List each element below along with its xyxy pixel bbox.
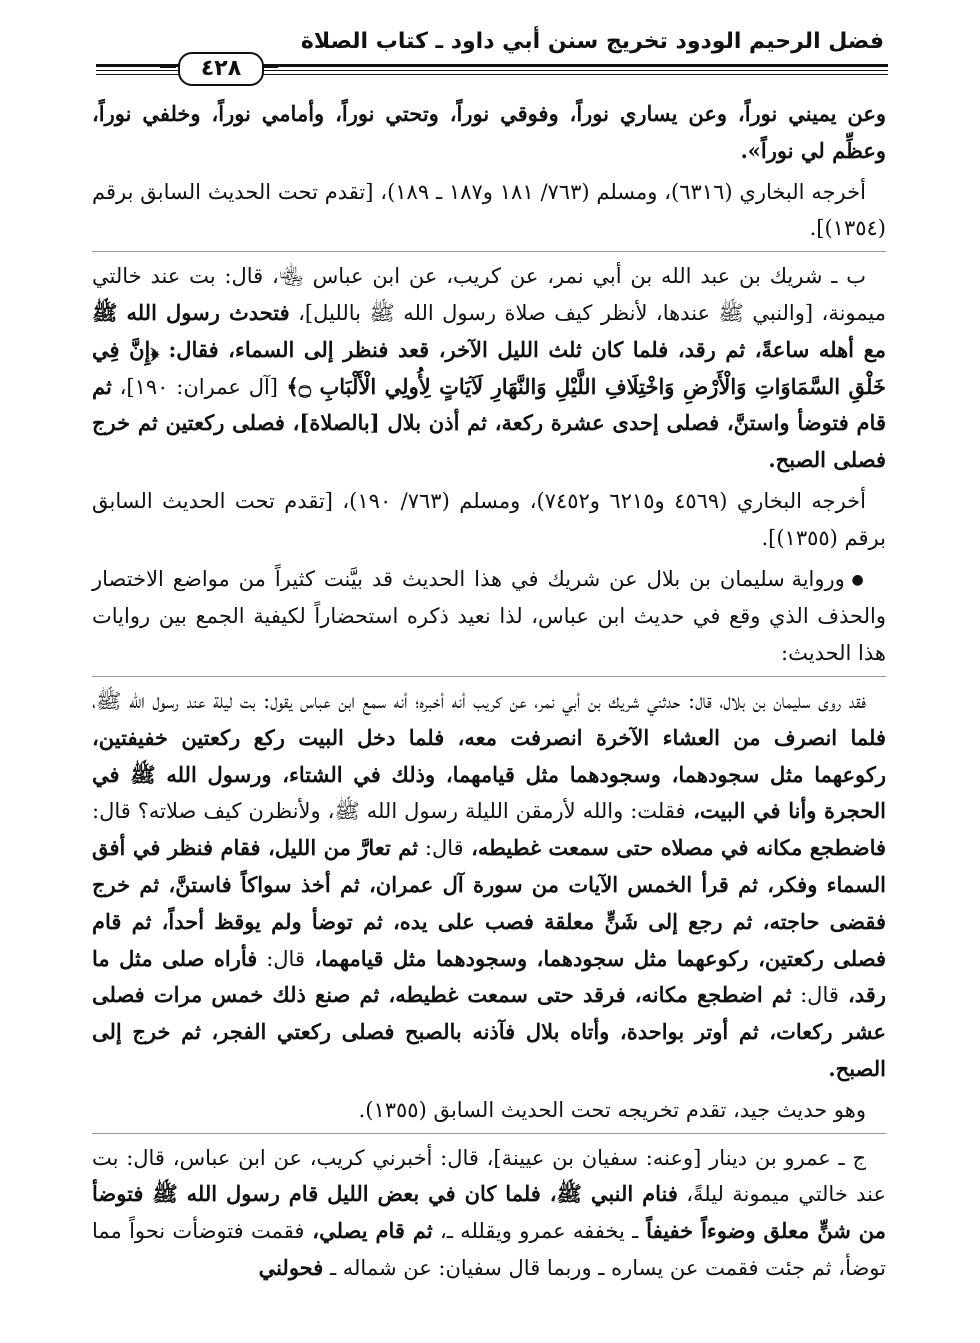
text-run: أخرجه البخاري (٤٥٦٩ و٦٢١٥ و٧٤٥٢)، ومسلم (٧٦٣/ ١٩٠)، [تقدم تحت الحديث السابق برقم (١٣٥٥)]. xyxy=(92,488,886,550)
bold-text-run: فنام النبي ﷺ، فلما كان في بعض الليل قام رسول الله ﷺ فتوضأ من شنٍّ معلق وضوءاً خفيفاً xyxy=(92,1181,887,1244)
text-run: ورواية سليمان بن بلال عن شريك في هذا الحديث قد بيَّنت كثيراً من مواضع الاختصار والحذف الذي وقع في حديث ابن عباس، لذا نعيد ذكره استحضاراً لكيفية الجمع بين روايات هذا الحديث: xyxy=(92,566,886,666)
bold-text-run: فلما انصرف من العشاء الآخرة انصرفت معه، فلما دخل البيت ركع ركعتين خفيفتين، ركوعهما مثل سجودهما، وسجودهما مثل قيامهما، وذلك في الشتاء، ورسول الله ﷺ في الحجرة وأنا في البيت، xyxy=(92,724,886,824)
paragraph-p8 xyxy=(92,1140,886,1287)
paragraph-separator xyxy=(92,1133,886,1134)
running-title: فضل الرحيم الودود تخريج سنن أبي داود ـ كتاب الصلاة xyxy=(300,29,884,54)
bold-text-run: فحولني xyxy=(258,1255,324,1280)
paragraph-p4 xyxy=(92,483,886,557)
paragraph-p5 xyxy=(92,561,886,672)
page-number-ornament-right xyxy=(262,66,278,68)
bold-text-run: فاضطجع مكانه في مصلاه حتى سمعت غطيطه، xyxy=(463,835,887,861)
bold-text-run: ثم اضطجع مكانه، فرقد حتى سمعت غطيطه، ثم صنع ذلك خمس مرات فصلى عشر ركعات، ثم أوتر بواحدة، وأتاه بلال فآذنه بالصبح فصلى ركعتي الفجر، ثم خرج إلى الصبح. xyxy=(92,982,886,1082)
text-run: أخرجه البخاري (٦٣١٦)، ومسلم (٧٦٣/ ١٨١ و١٨٧ ـ ١٨٩)، [تقدم تحت الحديث السابق برقم (١٣٥٤)]. xyxy=(92,179,886,241)
page-body xyxy=(92,96,886,1291)
bold-text-run: ثم تعارَّ من الليل، فقام فنظر في أفق السماء وفكر، ثم قرأ الخمس الآيات من سورة آل عمران، ثم أخذ سواكاً فاستنَّ، ثم خرج فقضى حاجته، ثم رجع إلى شَنٍّ معلقة فصب على يده، ثم توضأ ولم يوقظ أحداً، ثم قام فصلى ركعتين، ركوعهما مثل سجودهما، وسجودهما مثل قيامهما، xyxy=(92,835,886,971)
text-run: فقد روى سليمان بن بلال، قال: حدثني شريك بن أبي نمر، عن كريب أنه أخبره؛ أنه سمع ابن عباس يقول: بت ليلة عند رسول الله ﷺ، xyxy=(92,689,866,714)
paragraph-p2 xyxy=(92,174,886,248)
text-run: ج ـ عمرو بن دينار [وعنه: سفيان بن عيينة]، قال: أخبرني كريب، عن ابن عباس، قال: بت عند خالتي ميمونة ليلةً، xyxy=(92,1145,886,1207)
paragraph-separator xyxy=(92,676,886,677)
paragraph-p3 xyxy=(92,258,886,479)
text-run: قال: xyxy=(791,983,839,1008)
bold-text-run: ثم قام يصلي، xyxy=(304,1218,433,1244)
bullet-icon: ● xyxy=(844,571,866,588)
text-run: وهو حديث جيد، تقدم تخريجه تحت الحديث السابق (١٣٥٥). xyxy=(358,1097,866,1122)
bold-text-run: ثم قام فتوضأ واستنَّ، فصلى إحدى عشرة ركعة، ثم أذن بلال [بالصلاة]، فصلى ركعتين ثم خرج فصلى الصبح. xyxy=(92,373,886,473)
bold-text-run: فتحدث رسول الله ﷺ مع أهله ساعةً، ثم رقد، فلما كان ثلث الليل الآخر، قعد فنظر إلى السماء، فقال: ﴿إِنَّ فِي خَلْقِ السَّمَاوَاتِ وَالْأَرْضِ وَاخْتِلَافِ اللَّيْلِ وَالنَّهَارِ لَآيَاتٍ لِأُولِي الْأَلْبَابِ ۝﴾ xyxy=(92,299,886,399)
text-run: ب ـ شريك بن عبد الله بن أبي نمر، عن كريب، عن ابن عباس ﵄، قال: بت عند خالتي ميمونة، [والنبي ﷺ عندها، لأنظر كيف صلاة رسول الله ﷺ بالليل]، xyxy=(92,264,887,325)
text-run: فقمت فتوضأت نحواً مما توضأ، ثم جئت فقمت عن يساره ـ وربما قال سفيان: عن شماله ـ xyxy=(92,1219,886,1280)
paragraph-p6 xyxy=(92,683,886,1088)
text-run: ـ يخففه عمرو ويقلله ـ، xyxy=(432,1219,639,1244)
text-run: قال: xyxy=(257,946,305,971)
page-number: ٤٢٨ xyxy=(178,52,264,86)
page-number-ornament-left xyxy=(160,66,176,68)
paragraph-p7 xyxy=(92,1092,886,1129)
bold-text-run: فأراه صلى مثل ما رقد، xyxy=(92,945,886,1008)
text-run: قال: xyxy=(418,836,464,861)
paragraph-p1 xyxy=(92,96,886,170)
text-run: فقلت: والله لأرمقن الليلة رسول الله ﷺ، ولأنظرن كيف صلاته؟ قال: xyxy=(92,799,686,824)
bold-text-run: وعن يميني نوراً، وعن يساري نوراً، وفوقي نوراً، وتحتي نوراً، وأمامي نوراً، وخلفي نوراً، وعظِّم لي نوراً». xyxy=(92,101,886,163)
paragraph-separator xyxy=(92,251,886,252)
text-run: [آل عمران: ١٩٠]، xyxy=(111,374,278,399)
